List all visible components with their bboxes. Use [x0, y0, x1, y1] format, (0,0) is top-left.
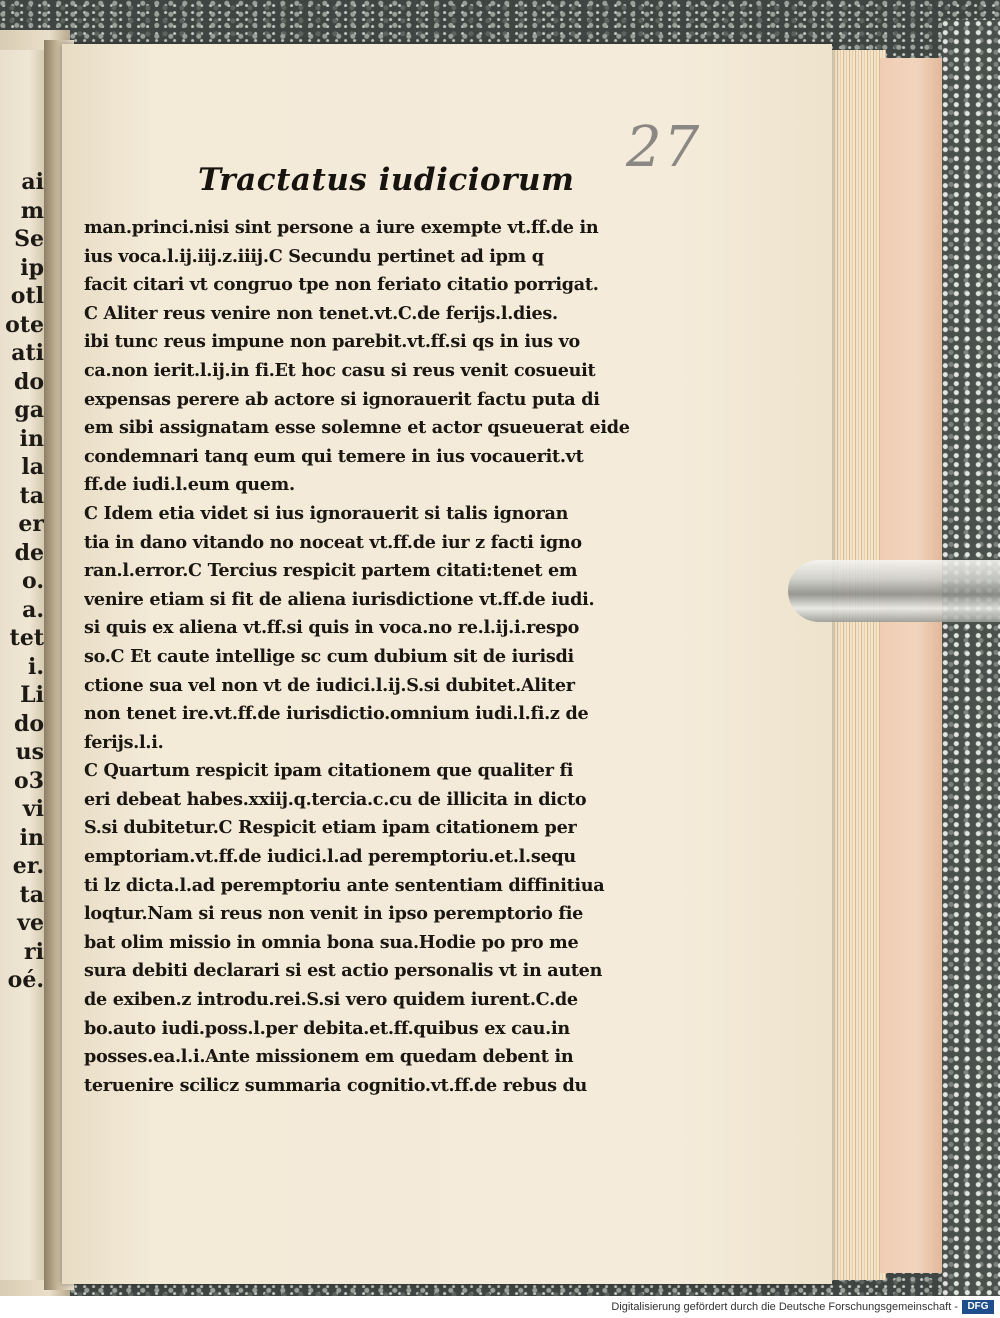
left-page-fragment: de [14, 539, 44, 566]
left-page-fragment: a. [22, 596, 44, 623]
page-number: 27 [626, 115, 702, 180]
text-line: bo.auto iudi.poss.l.per debita.et.ff.quibus ex cau.in [84, 1017, 570, 1039]
text-line: ibi tunc reus impune non parebit.vt.ff.si qs in ius vo [84, 331, 580, 353]
text-line: ca.non ierit.l.ij.in fi.Et hoc casu si reus venit cosueuit [84, 359, 596, 381]
left-page-fragment: la [21, 454, 44, 480]
text-line: facit citari vt congruo tpe non feriato citatio porrigat. [84, 274, 599, 296]
text-line: sura debiti declarari si est actio personalis vt in auten [84, 960, 603, 982]
text-line: ferijs.l.i. [84, 731, 164, 753]
text-line: si quis ex aliena vt.ff.si quis in voca.no re.l.ij.i.respo [84, 617, 580, 639]
text-line: ctione sua vel non vt de iudici.l.ij.S.si dubitet.Aliter [84, 674, 575, 696]
text-line: de exiben.z introdu.rei.S.si vero quidem iurent.C.de [84, 989, 578, 1011]
left-page-fragment: ote [5, 311, 44, 338]
left-page-fragment: ai [21, 169, 44, 195]
left-page-fragment: us [15, 739, 44, 765]
text-line: non tenet ire.vt.ff.de iurisdictio.omnium iudi.l.fi.z de [84, 703, 589, 725]
text-line: C Aliter reus venire non tenet.vt.C.de ferijs.l.dies. [84, 302, 558, 324]
left-page [0, 50, 48, 1280]
text-block [84, 214, 714, 1100]
text-line: ran.l.error.C Tercius respicit partem citati:tenet em [84, 560, 578, 582]
left-page-fragment: ri [24, 938, 44, 965]
left-page-fragment: in [19, 425, 44, 452]
page-edges [826, 50, 886, 1280]
left-page-fragment: ga [14, 397, 44, 423]
left-page-fragment: ati [11, 340, 44, 366]
left-page-fragment: ta [19, 881, 44, 908]
text-line: teruenire scilicz summaria cognitio.vt.ff.de rebus du [84, 1074, 588, 1096]
text-line: ff.de iudi.l.eum quem. [84, 474, 295, 496]
running-head: Tractatus iudiciorum [198, 162, 575, 198]
left-page-fragment: do [13, 368, 44, 395]
left-page-fragment: ve [17, 910, 44, 936]
text-line: tia in dano vitando no noceat vt.ff.de iur z facti igno [84, 531, 582, 553]
left-page-fragment: in [19, 824, 44, 851]
left-page-fragment: ta [19, 482, 44, 509]
page-edges-colored [880, 58, 944, 1273]
left-page-fragment: m [20, 197, 44, 224]
left-page-fragments [0, 168, 46, 995]
text-line: emptoriam.vt.ff.de iudici.l.ad peremptoriu.et.l.sequ [84, 846, 576, 868]
footer-credit: Digitalisierung gefördert durch die Deutsche Forschungsgemeinschaft - [611, 1301, 958, 1313]
text-line: em sibi assignatam esse solemne et actor qsueuerat eide [84, 417, 630, 439]
text-line: ius voca.l.ij.iij.z.iiij.C Secundu pertinet ad ipm q [84, 245, 544, 267]
right-cover [942, 20, 1000, 1296]
text-line: expensas perere ab actore si ignorauerit factu puta di [84, 388, 600, 410]
left-page-fragment: tet [9, 625, 44, 651]
left-page-fragment: ip [20, 254, 44, 281]
text-line: ti lz dicta.l.ad peremptoriu ante sententiam diffinitiua [84, 874, 605, 896]
text-line: venire etiam si fit de aliena iurisdictione vt.ff.de iudi. [84, 588, 595, 610]
text-line: bat olim missio in omnia bona sua.Hodie po pro me [84, 931, 579, 953]
left-page-fragment: Li [20, 682, 44, 708]
text-line: C Idem etia videt si ius ignorauerit si talis ignoran [84, 502, 569, 524]
text-line: posses.ea.l.i.Ante missionem em quedam debent in [84, 1046, 574, 1068]
text-line: so.C Et caute intellige sc cum dubium sit de iurisdi [84, 645, 574, 667]
text-line: condemnari tanq eum qui temere in ius vocauerit.vt [84, 445, 584, 467]
glass-clip [788, 560, 1000, 622]
left-page-fragment: er [18, 511, 44, 537]
left-page-fragment: oé. [7, 967, 44, 993]
text-line: man.princi.nisi sint persone a iure exempte vt.ff.de in [84, 217, 599, 238]
left-page-fragment: otl [10, 283, 44, 309]
text-line: S.si dubitetur.C Respicit etiam ipam citationem per [84, 817, 577, 839]
left-page-fragment: vi [22, 796, 44, 822]
left-page-fragment: do [13, 710, 44, 737]
left-page-fragment: er. [12, 853, 44, 879]
text-line: loqtur.Nam si reus non venit in ipso peremptorio fie [84, 903, 583, 925]
left-page-fragment: o3 [14, 767, 44, 794]
left-page-fragment: Se [14, 226, 44, 252]
dfg-logo: DFG [962, 1300, 994, 1314]
text-line: C Quartum respicit ipam citationem que qualiter fi [84, 760, 574, 782]
left-page-fragment: o. [22, 568, 44, 594]
left-page-fragment: i. [27, 653, 44, 680]
text-line: eri debeat habes.xxiij.q.tercia.c.cu de illicita in dicto [84, 788, 587, 810]
